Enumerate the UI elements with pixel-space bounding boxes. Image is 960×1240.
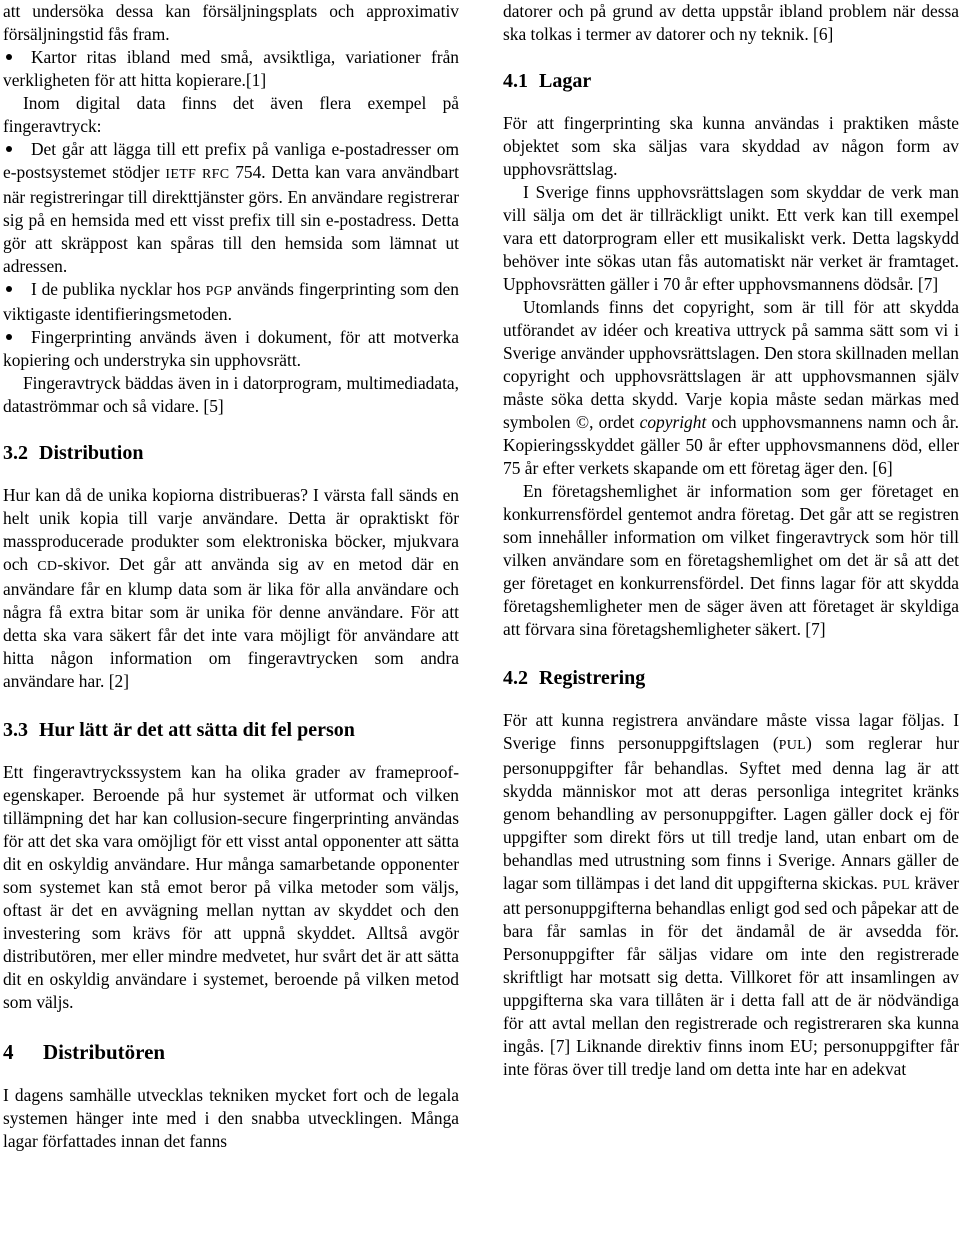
cd-abbr: CD xyxy=(37,559,58,574)
section-heading-4: 4 Distributören xyxy=(3,1040,166,1064)
paragraph-trade-secret: En företagshemlighet är information som ger företaget en konkurrensfördel gentemot andra företag. Det går att se registren som innehåller information om vilket fingeravtryck som hör till vilken användare som en företagshemlighet om det är så att det ger företaget en konkurrensfördel. Det finns lagar för att skydda företagshemligheter men de säger även att företaget är skyldiga att förvara sina företagshemligheter säkert. [7] xyxy=(503,481,959,639)
rfc-abbr: RFC xyxy=(202,167,230,182)
section-heading-4-2: 4.2 Registrering xyxy=(503,667,646,689)
paragraph-laws-intro: För att fingerprinting ska kunna användas i praktiken måste objektet som ska säljas vara skyddad av någon form av upphovsrättslag. xyxy=(503,113,959,179)
pgp-abbr: PGP xyxy=(205,284,233,299)
section-heading-4-1: 4.1 Lagar xyxy=(503,70,592,92)
bullet-pgp: I de publika nycklar hos PGP används fingerprinting som den viktigaste identifieringsmetoden. xyxy=(3,279,459,324)
paragraph-registration: För att kunna registrera användare måste vissa lagar följas. I Sverige finns personuppgiftslagen (PUL) som reglerar hur personuppgifter får behandlas. Syftet med denna lag är att skydda människor mot att deras personliga integritet kränks genom behandling av personuppgifter. Lagen gäller dock ej för uppgifter som direkt förs ut till tredje land, utan enbart om de behandlas med utrustning som finns i Sverige. Annars gäller de lagar som tillämpas i det land dit uppgifterna skickas. PUL kräver att personuppgifterna behandlas enligt god sed och påpekar att de bara får samlas in för det ändamål de är avsedda för. Personuppgifter får säljas vidare om inte den registrerade skriftligt har motsatt sig detta. Villkoret för att insamlingen av uppgifterna ska vara tillåten är i detta fall att de är nödvändiga för att avtal mellan den registrerade och registreraren ska kunna ingås. [7] Liknande direktiv finns inom EU; personuppgifter får inte föras över till tredje land om detta inte har en adekvat xyxy=(503,710,959,1079)
paragraph-distributor: I dagens samhälle utvecklas tekniken mycket fort och de legala systemen hänger inte med i den snabba utvecklingen. Många lagar författades innan det fanns xyxy=(3,1085,459,1151)
paragraph-digital: Inom digital data finns det även flera exempel på fingeravtryck: xyxy=(3,93,459,136)
ietf-abbr: IETF xyxy=(165,167,197,182)
pul-abbr-2: PUL xyxy=(882,878,910,893)
bullet-icon xyxy=(6,286,12,292)
bullet-prefix: Det går att lägga till ett prefix på vanliga e-postadresser om e-postsystemet stödjer IETF RFC 754. Detta kan vara användbart när registreringar till direkttjänster görs. En användare registrerar sig på en hemsida med ett visst prefix till sin e-postadress. Detta gör att skräppost kan spåras till den hemsida som lämnat ut adressen. xyxy=(3,139,459,276)
paragraph-copyright-abroad: Utomlands finns det copyright, som är till för att skydda utförandet av idéer och kreativa uttryck på samma sätt som vi i Sverige använder upphovsrättslagen. Den stora skillnaden mellan copyright och upphovsrättslagen är att upphovsmannen själv måste söka detta skydd. Varje kopia måste sedan märkas med symbolen ©, ordet copyright och upphovsmannens namn och år. Kopieringsskyddet gäller 50 år efter upphovsmannens död, eller 75 år efter verkets skapande om ett företag äger den. [6] xyxy=(503,297,959,478)
copyright-word: copyright xyxy=(639,412,707,432)
bullet-icon xyxy=(6,54,12,60)
paragraph-continuation: att undersöka dessa kan försäljningsplats och approximativ försäljningstid fås fram. xyxy=(3,1,459,44)
section-heading-3-3: 3.3 Hur lätt är det att sätta dit fel person xyxy=(3,719,355,741)
pul-abbr: PUL xyxy=(778,738,807,753)
bullet-maps: Kartor ritas ibland med små, avsiktliga, variationer från verkligheten för att hitta kopierare.[1] xyxy=(3,47,459,90)
bullet-icon xyxy=(6,334,12,340)
bullet-documents: Fingerprinting används även i dokument, för att motverka kopiering och understryka sin upphovsrätt. xyxy=(3,327,459,370)
paragraph-copyright-sweden: I Sverige finns upphovsrättslagen som skyddar de verk man vill sälja om det är tillräckligt unikt. Ett verk kan till exempel vara ett datorprogram eller ett musikaliskt verk. Detta lagskydd behöver inte sökas utan fås automatiskt när verket är framtaget. Upphovsrätten gäller i 70 år efter upphovsmannens dödsår. [7] xyxy=(503,182,959,294)
paragraph-continuation-right: datorer och på grund av detta uppstår ibland problem när dessa ska tolkas i termer av datorer och ny teknik. [6] xyxy=(503,1,959,44)
left-column xyxy=(3,0,459,1153)
bullet-icon xyxy=(6,146,12,152)
paragraph-distribution: Hur kan då de unika kopiorna distribueras? I värsta fall sänds en helt unik kopia till varje användare. Detta är opraktiskt för massproducerade produkter som elektroniska böcker, mjukvara och CD-skivor. Det går att använda sig av en metod där en användare får en klump data som är lika för alla användare och några få extra bitar som är unika för denne användare. För att detta ska vara säkert får det inte vara möjligt för användare att hitta någon information om fingeravtrycken som andra användare har. [2] xyxy=(3,485,459,691)
section-heading-3-2: 3.2 Distribution xyxy=(3,442,144,464)
paragraph-programs: Fingeravtryck bäddas även in i datorprogram, multimediadata, dataströmmar och så vidare. [5] xyxy=(3,373,459,416)
right-column xyxy=(503,0,959,1081)
paragraph-framing: Ett fingeravtryckssystem kan ha olika grader av frameproof-egenskaper. Beroende på hur systemet är utformat och vilken tillämpning det har kan collusion-secure fingerprinting användas för att det ska vara omöjligt för ett visst antal opponenter att sätta dit en oskyldig användare. Hur många samarbetande opponenter som systemet kan stå emot beror på vilka metoder som väljs, oftast är det en avvägning mellan nyttan av skyddet och den investering som krävs för att uppnå skyddet. Alltså avgör distributören, mer eller mindre medvetet, hur svårt det är att sätta dit en oskyldig användare i systemet, beroende på vilken metod som väljs. xyxy=(3,762,459,1012)
